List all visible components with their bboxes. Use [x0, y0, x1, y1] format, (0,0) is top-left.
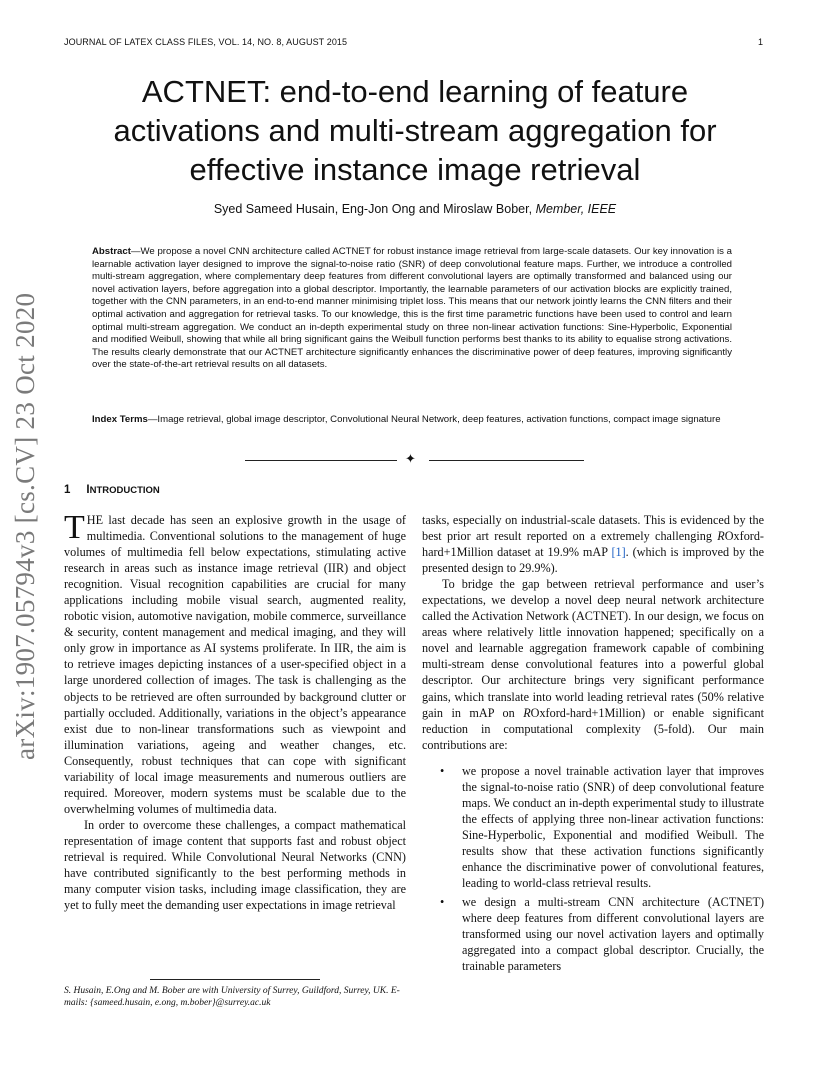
citation-link[interactable]: [1] [611, 545, 626, 560]
drop-cap: T [64, 509, 85, 546]
paragraph [64, 817, 406, 913]
abstract-label: Abstract [92, 246, 131, 257]
section-heading [64, 484, 160, 496]
section-divider [245, 452, 585, 467]
author-membership: Member, IEEE [535, 202, 617, 216]
page-number: 1 [758, 37, 764, 47]
paragraph-text: To bridge the gap between retrieval performance and user’s expectations, we develop a novel deep neural network architecture called the Activation Network (ACTNET). In our design, we focus on areas where relatively little innovation happened; specifically on a novel and learnable aggregation framework capable of combining multi-stream dense convolutional features into a powerful global descriptor. Our architecture brings very significant performance gains, which translate into world leading retrieval rates (50% relative gain in mAP on [422, 577, 764, 720]
divider-line-left [245, 460, 397, 461]
index-terms-label: Index Terms [92, 414, 148, 425]
paragraph-text: last decade has seen an explosive growth in the usage of multimedia. Conventional solutions to the management of huge volumes of multimedia fell below expectations, stimulating active research in areas such as instance image retrieval (IIR) and object recognition. Visual recognition capabilities are crucial for many applications including mobile visual search, augmented reality, robotic vision, automotive navigation, mobile commerce, surveillance & security, content management and medical imaging, and they will only grow in importance as AI systems proliferate. In IIR, the aim is to retrieve images depicting instances of a user-specified object in a large unordered collection of images. The task is challenging as the objects to be retrieved are often surrounded by background clutter or partially occluded. Additionally, variations in the object’s appearance exist due to non-linear transformations such as viewpoint and illumination variations, ageing and weather changes, etc. Consequently, robust techniques that can cope with significant variability of local image measurements and numerous outliers are required. Moreover, modern systems must be scalable due to the overwhelming volumes of multimedia data. [64, 513, 406, 816]
divider-line-right [429, 460, 584, 461]
lead-small-caps: HE [86, 513, 104, 527]
title-line: effective instance image retrieval [189, 152, 641, 187]
paragraph-text: In order to overcome these challenges, a compact mathematical representation of image content that supports fast and robust object retrieval is required. While Convolutional Neural Networks (CNN) have contributed significantly to the best performing methods in many computer vision tasks, including image classification, they are yet to fully meet the demanding user expectations in image retrieval [64, 817, 406, 913]
math-R: R [523, 705, 531, 720]
paper-title [70, 72, 760, 189]
bullet-icon: • [440, 895, 445, 910]
index-terms [92, 414, 732, 427]
paragraph [64, 509, 406, 817]
footnote: S. Husain, E.Ong and M. Bober are with University of Surrey, Guildford, Surrey, UK. E-mails: {sameed.husain, e.ong, m.bober}@surrey.ac.uk [64, 986, 400, 1009]
paragraph-text: . (which is improved by the presented design to 29.9%). [422, 545, 764, 576]
list-item [422, 894, 764, 974]
author-line [70, 202, 760, 216]
running-header: JOURNAL OF LATEX CLASS FILES, VOL. 14, NO. 8, AUGUST 2015 [64, 37, 348, 47]
diamond-ornament-icon: ✦ [405, 452, 416, 467]
paragraph-text: Oxford-hard+1Million dataset at 19.9% mAP [422, 529, 764, 560]
paragraph [422, 576, 764, 753]
list-item [422, 763, 764, 891]
left-column [64, 509, 406, 913]
title-line: ACTNET: end-to-end learning of feature [141, 74, 689, 109]
paragraph-text: Oxford-hard+1Million) or enable significant reduction in computational complexity (5-fold). Our main contributions are: [422, 705, 764, 752]
abstract [92, 246, 732, 372]
title-line: activations and multi-stream aggregation for [113, 113, 717, 148]
paragraph [422, 512, 764, 576]
section-title-initial: I [86, 484, 90, 496]
footnote-rule [150, 979, 320, 980]
math-R: R [717, 529, 725, 544]
list-item-text: we propose a novel trainable activation layer that improves the signal-to-noise ratio (SNR) of deep convolutional feature maps. We conduct an in-depth experimental study to illustrate the effects of applying three non-linear activation functions: Sine-Hyperbolic, Exponential and modified Weibull. The results show that these activation functions significantly enhance the discriminative power of convolutional features, leading to world-class retrieval results. [462, 763, 764, 891]
arxiv-stamp: arXiv:1907.05794v3 [cs.CV] 23 Oct 2020 [10, 292, 40, 760]
contribution-list [422, 763, 764, 975]
section-title-rest: NTRODUCTION [89, 485, 160, 496]
right-column [422, 512, 764, 977]
author-names: Syed Sameed Husain, Eng-Jon Ong and Miroslaw Bober, [213, 202, 536, 216]
paragraph-text: tasks, especially on industrial-scale datasets. This is evidenced by the best prior art result reported on a extremely challenging [422, 513, 764, 544]
section-number: 1 [64, 484, 71, 496]
index-terms-text: —Image retrieval, global image descriptor, Convolutional Neural Network, deep features, activation functions, compact image signature [147, 414, 721, 425]
abstract-text: —We propose a novel CNN architecture called ACTNET for robust instance image retrieval from large-scale datasets. Our key innovation is a learnable activation layer designed to improve the signal-to-noise ratio (SNR) of deep convolutional feature maps. Further, we introduce a controlled multi-stream aggregation, where complementary deep features from different convolutional layers are optimally transformed and balanced using our novel activation layers, before aggregation into a global descriptor. Importantly, the learnable parameters of our activation blocks are explicitly trained, together with the CNN parameters, in an end-to-end manner minimising triplet loss. This means that our network jointly learns the CNN filters and their optimal activation and aggregation for retrieval tasks. To our knowledge, this is the first time parametric functions have been used to control and learn optimal multi-stream aggregation. We conduct an in-depth experimental study on three non-linear activation functions: Sine-Hyperbolic, Exponential and modified Weibull, showing that while all bring significant gains the Weibull function performs best thanks to its ability to equalise strong activations. The results clearly demonstrate that our ACTNET architecture significantly enhances the discriminative power of deep features, improving significantly over the state-of-the-art retrieval results on all datasets. [92, 246, 732, 371]
bullet-icon: • [440, 763, 445, 778]
list-item-text: we design a multi-stream CNN architecture (ACTNET) where deep features from different convolutional layers are transformed using our novel activation layers and optimally aggregated into a compact global descriptor. Crucially, the trainable parameters [462, 895, 764, 974]
